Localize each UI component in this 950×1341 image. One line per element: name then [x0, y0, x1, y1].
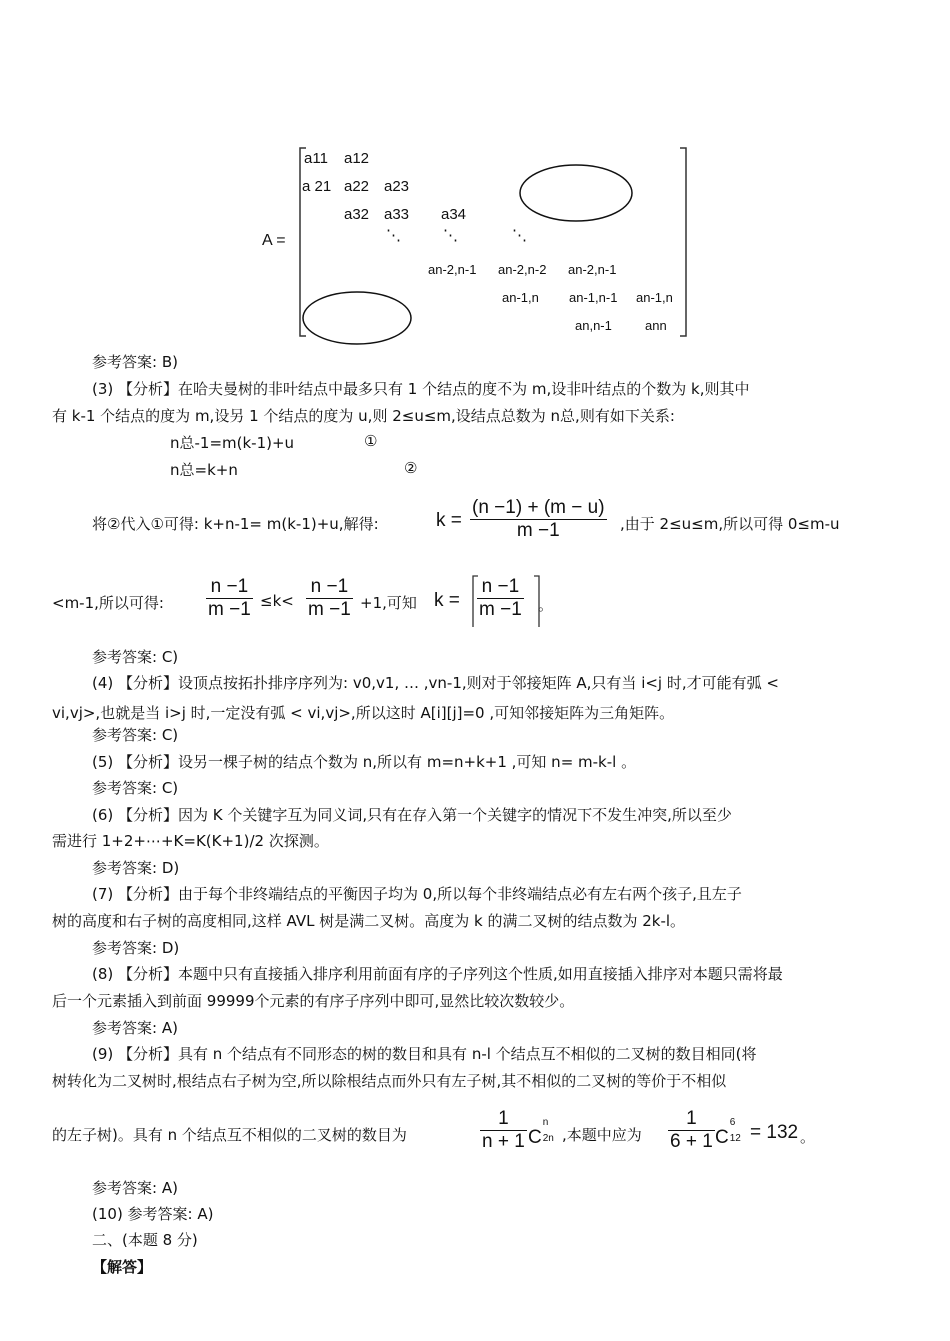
- solution-heading: 【解答】: [92, 1258, 153, 1276]
- p10-line: (10) 参考答案: A): [92, 1205, 214, 1223]
- binom-c2-letter: C: [715, 1127, 729, 1148]
- fraction-k-num: (n −1) + (m − u): [472, 497, 605, 518]
- cell-r6-3: an-1,n: [636, 290, 673, 305]
- matrix-brackets: [0, 0, 950, 345]
- p3-sub-b: ,由于 2≤u≤m,所以可得 0≤m-u: [620, 515, 840, 533]
- diag-dots-3: ⋱: [512, 227, 527, 244]
- fraction-upper: [306, 576, 353, 621]
- answer-c1: 参考答案: C): [92, 648, 179, 666]
- fraction-upper-num: n −1: [310, 576, 349, 597]
- fraction-catalan: [480, 1108, 527, 1153]
- p8-line1: (8) 【分析】本题中只有直接插入排序利用前面有序的子序列这个性质,如用直接插入排序对本题只需将最: [92, 965, 783, 983]
- p3-k-eq: k =: [436, 510, 462, 531]
- cell-a12: a12: [344, 150, 370, 167]
- section-two-heading: 二、(本题 8 分): [92, 1231, 198, 1249]
- p3-period: 。: [538, 596, 554, 614]
- cell-a34: a34: [441, 206, 467, 223]
- p3-lek: ≤k<: [260, 592, 294, 610]
- diag-dots-2: ⋱: [443, 227, 458, 244]
- cell-r5-3: an-2,n-1: [568, 262, 617, 277]
- p9-result: = 132: [750, 1122, 799, 1143]
- p5-line: (5) 【分析】设另一棵子树的结点个数为 n,所以有 m=n+k+1 ,可知 n= m-k-l 。: [92, 753, 637, 771]
- fraction-lower-num: n −1: [210, 576, 249, 597]
- binom-c1-letter: C: [528, 1127, 542, 1148]
- binom-c2-sup: 6: [729, 1117, 736, 1128]
- p9-end: 。: [800, 1128, 816, 1146]
- cell-r6-1: an-1,n: [502, 290, 539, 305]
- fraction-example-den: 6 + 1: [670, 1131, 713, 1152]
- cell-r5-2: an-2,n-2: [498, 262, 547, 277]
- lower-zero-ellipse: [303, 292, 411, 344]
- p3-eq2-mark: ②: [404, 459, 418, 477]
- p3-line2: 有 k-1 个结点的度为 m,设另 1 个结点的度为 u,则 2≤u≤m,设结点总数为 n总,则有如下关系:: [52, 407, 675, 425]
- fraction-lower: [206, 576, 253, 621]
- cell-ann: ann: [645, 318, 667, 333]
- matrix-lhs: A =: [262, 232, 286, 249]
- fraction-ceil-num: n −1: [481, 576, 520, 597]
- p7-line1: (7) 【分析】由于每个非终端结点的平衡因子均为 0,所以每个非终端结点必有左右两个孩子,且左子: [92, 885, 742, 903]
- diag-dots-1: ⋱: [386, 227, 401, 244]
- binom-c1-sup: n: [542, 1117, 549, 1128]
- p3-sub-a: 将②代入①可得: k+n-1= m(k-1)+u,解得:: [92, 515, 379, 533]
- answer-a2: 参考答案: A): [92, 1179, 178, 1197]
- fraction-catalan-num: 1: [498, 1108, 509, 1129]
- p3-k-eq2: k =: [434, 590, 460, 611]
- cell-a11: a11: [304, 150, 328, 167]
- p3-line1: (3) 【分析】在哈夫曼树的非叶结点中最多只有 1 个结点的度不为 m,设非叶结点的个数为 k,则其中: [92, 380, 750, 398]
- answer-a1: 参考答案: A): [92, 1019, 178, 1037]
- binom-c1: [528, 1117, 558, 1149]
- fraction-ceil: [477, 576, 524, 621]
- cell-a33: a33: [384, 206, 410, 223]
- fraction-k-den: m −1: [470, 519, 607, 542]
- p9-line3: 的左子树)。具有 n 个结点互不相似的二叉树的数目为: [52, 1126, 407, 1144]
- cell-a23: a23: [384, 178, 410, 195]
- cell-r7-1: an,n-1: [575, 318, 612, 333]
- answer-d1: 参考答案: D): [92, 859, 180, 877]
- p4-line2: vi,vj>,也就是当 i>j 时,一定没有弧 < vi,vj>,所以这时 A[i][j]=0 ,可知邻接矩阵为三角矩阵。: [52, 704, 675, 722]
- upper-zero-ellipse: [520, 165, 632, 221]
- fraction-catalan-den: n + 1: [482, 1131, 525, 1152]
- p6-line2: 需进行 1+2+⋯+K=K(K+1)/2 次探测。: [52, 832, 329, 850]
- fraction-k: [470, 497, 607, 542]
- fraction-lower-den: m −1: [208, 599, 251, 620]
- p8-line2: 后一个元素插入到前面 99999个元素的有序子序列中即可,显然比较次数较少。: [52, 992, 575, 1010]
- p3-eq1: n总-1=m(k-1)+u: [170, 434, 295, 452]
- p6-line1: (6) 【分析】因为 K 个关键字互为同义词,只有在存入第一个关键字的情况下不发生冲突,所以至少: [92, 806, 732, 824]
- p9-line1: (9) 【分析】具有 n 个结点有不同形态的树的数目和具有 n-l 个结点互不相似的二叉树的数目相同(将: [92, 1045, 757, 1063]
- answer-c3: 参考答案: C): [92, 779, 179, 797]
- binom-c1-sub: 2n: [542, 1133, 554, 1144]
- p4-line1: (4) 【分析】设顶点按拓扑排序序列为: v0,v1, … ,vn-1,则对于邻接矩阵 A,只有当 i<j 时,才可能有弧 <: [92, 674, 779, 692]
- p7-line2: 树的高度和右子树的高度相同,这样 AVL 树是满二叉树。高度为 k 的满二叉树的结点数为 2k-l。: [52, 912, 686, 930]
- p3-eq2: n总=k+n: [170, 461, 238, 479]
- p3-line-c: <m-1,所以可得:: [52, 594, 164, 612]
- p9-mid: ,本题中应为: [562, 1126, 642, 1144]
- binom-c2: [715, 1117, 747, 1149]
- cell-r6-2: an-1,n-1: [569, 290, 618, 305]
- cell-a32: a32: [344, 206, 370, 223]
- cell-r5-1: an-2,n-1: [428, 262, 477, 277]
- binom-c2-sub: 12: [729, 1133, 741, 1144]
- cell-a21: a 21: [302, 178, 332, 195]
- fraction-example: [668, 1108, 715, 1153]
- answer-b: 参考答案: B): [92, 353, 178, 371]
- fraction-upper-den: m −1: [308, 599, 351, 620]
- fraction-example-num: 1: [686, 1108, 697, 1129]
- p3-eq1-mark: ①: [364, 432, 378, 450]
- p3-plus1: +1,可知: [360, 594, 417, 612]
- p9-line2: 树转化为二叉树时,根结点右子树为空,所以除根结点而外只有左子树,其不相似的二叉树的等价于不相似: [52, 1072, 727, 1090]
- fraction-ceil-den: m −1: [479, 599, 522, 620]
- answer-d2: 参考答案: D): [92, 939, 180, 957]
- cell-a22: a22: [344, 178, 370, 195]
- answer-c2: 参考答案: C): [92, 726, 179, 744]
